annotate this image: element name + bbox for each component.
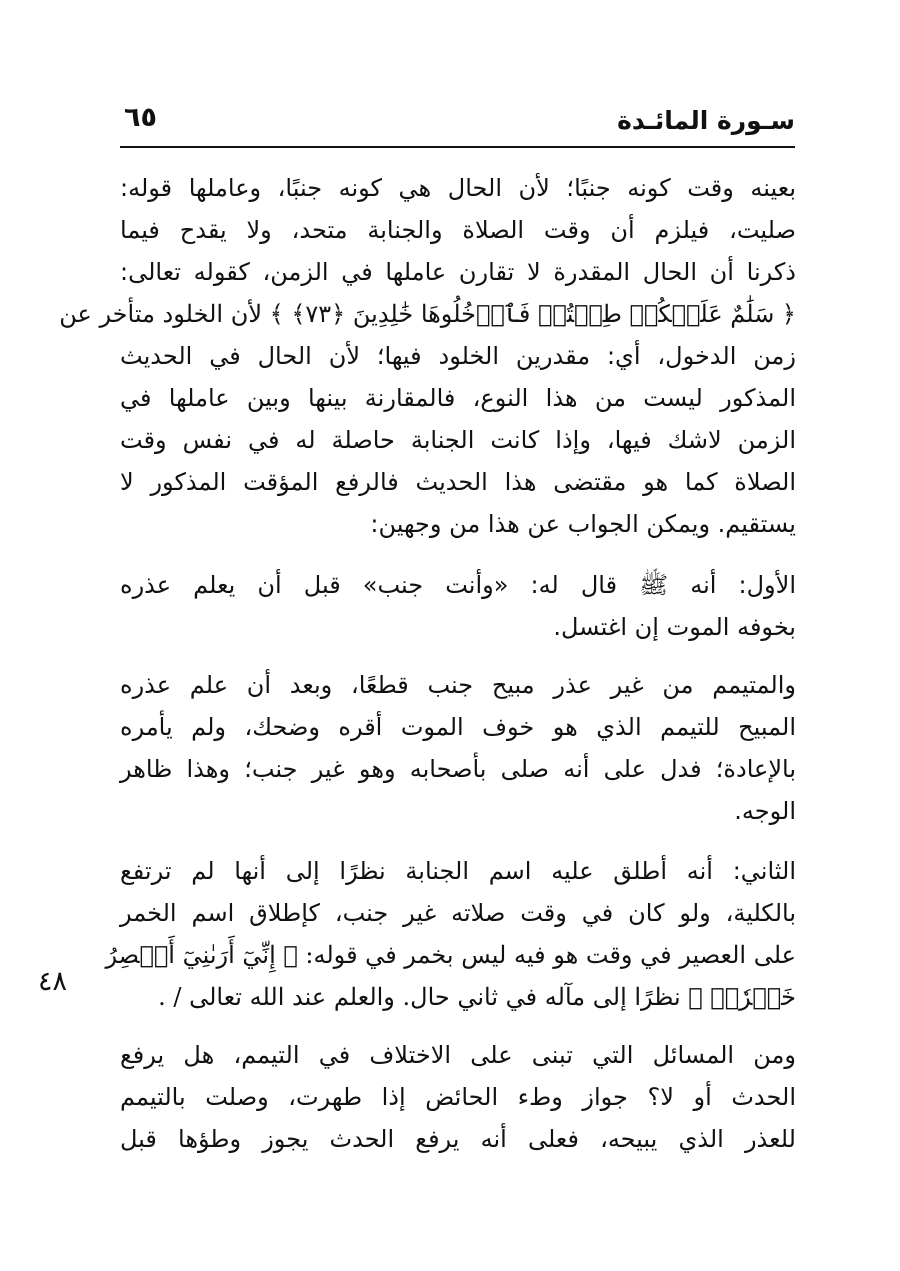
text-line: الوجه.: [734, 797, 796, 825]
quran-verse-line: ﴿ سَلَٰمٌ عَلَيۡكُمۡ طِبۡتُمۡ فَٱدۡخُلُوهَا خَٰلِدِينَ ﴿٧٣﴾ ﴾ لأن الخلود متأخر عن: [59, 300, 796, 328]
text-line: بعينه وقت كونه جنبًا؛ لأن الحال هي كونه جنبًا، وعاملها قوله:: [120, 174, 796, 202]
quran-verse-line: خَمۡرٗاۖ ﴾ نظرًا إلى مآله في ثاني حال. والعلم عند الله تعالى / .: [158, 983, 796, 1011]
text-line: الثاني: أنه أطلق عليه اسم الجنابة نظرًا إلى أنها لم ترتفع: [120, 857, 796, 885]
text-line: المبيح للتيمم الذي هو خوف الموت أقره وضحك، ولم يأمره: [120, 713, 796, 741]
margin-reference-number: ٤٨: [38, 966, 68, 997]
paragraph-2: [120, 564, 796, 648]
text-line: المذكور ليست من هذا النوع، فالمقارنة بينها وبين عاملها في: [120, 384, 796, 412]
text-line: زمن الدخول، أي: مقدرين الخلود فيها؛ لأن الحال في الحديث: [120, 342, 796, 370]
text-line: ذكرنا أن الحال المقدرة لا تقارن عاملها في الزمن، كقوله تعالى:: [120, 258, 796, 286]
text-line: للعذر الذي يبيحه، فعلى أنه يرفع الحدث يجوز وطؤها قبل: [120, 1125, 796, 1153]
paragraph-1: [59, 167, 796, 545]
text-line: الزمن لاشك فيها، وإذا كانت الجنابة حاصلة له في نفس وقت: [120, 426, 796, 454]
quran-verse-line: على العصير في وقت هو فيه ليس بخمر في قوله: ﴿ إِنِّيٓ أَرَىٰنِيٓ أَعۡصِرُ: [105, 941, 796, 969]
text-line: بالإعادة؛ فدل على أنه صلى بأصحابه وهو غير جنب؛ وهذا ظاهر: [120, 755, 796, 783]
text-line: بالكلية، ولو كان في وقت صلاته غير جنب، كإطلاق اسم الخمر: [120, 899, 796, 927]
text-line: يستقيم. ويمكن الجواب عن هذا من وجهين:: [370, 510, 796, 538]
page-number: ٦٥: [124, 102, 157, 133]
text-line: والمتيمم من غير عذر مبيح جنب قطعًا، وبعد أن علم عذره: [120, 671, 796, 699]
text-line: الحدث أو لا؟ جواز وطء الحائض إذا طهرت، وصلت بالتيمم: [120, 1083, 796, 1111]
page-header: [120, 96, 795, 148]
text-line: الصلاة كما هو مقتضى هذا الحديث فالرفع المؤقت المذكور لا: [120, 468, 796, 496]
text-line: ومن المسائل التي تبنى على الاختلاف في التيمم، هل يرفع: [120, 1041, 796, 1069]
chapter-title: سـورة المائـدة: [617, 106, 795, 135]
paragraph-5: [120, 1034, 796, 1160]
text-line: الأول: أنه ﷺ قال له: «وأنت جنب» قبل أن يعلم عذره: [120, 571, 796, 599]
paragraph-4: [105, 850, 796, 1018]
text-line: بخوفه الموت إن اغتسل.: [553, 613, 796, 641]
paragraph-3: [120, 664, 796, 832]
text-line: صليت، فيلزم أن وقت الصلاة والجنابة متحد، ولا يقدح فيما: [120, 216, 796, 244]
